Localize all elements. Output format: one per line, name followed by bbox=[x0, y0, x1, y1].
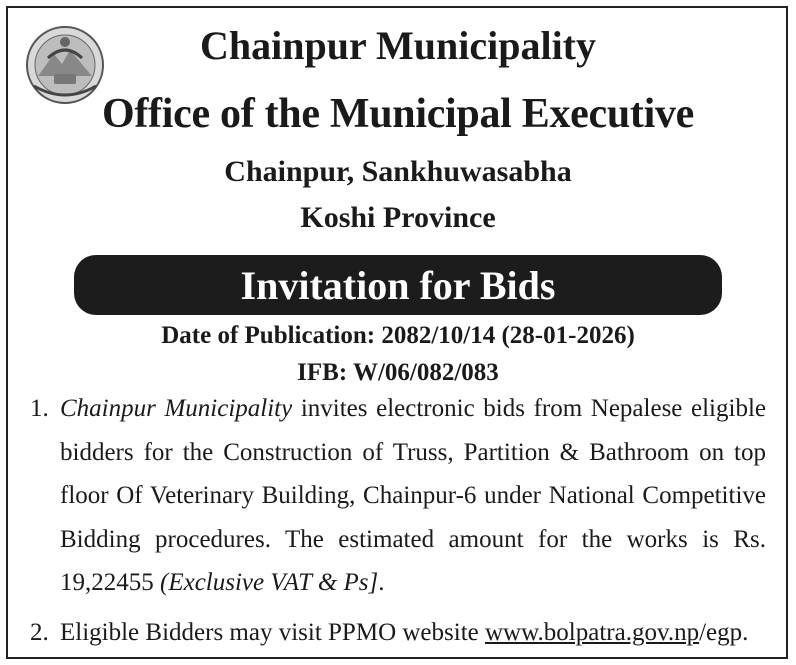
office-title: Office of the Municipal Executive bbox=[102, 91, 694, 137]
banner-heading: Invitation for Bids bbox=[240, 262, 556, 308]
address-line-1: Chainpur, Sankhuwasabha bbox=[224, 155, 572, 188]
invitation-banner bbox=[74, 255, 722, 315]
item-text bbox=[60, 611, 766, 655]
list-item bbox=[30, 611, 766, 655]
item-body: Eligible Bidders may visit PPMO website bbox=[60, 619, 485, 646]
ifb-number: IFB: W/06/082/083 bbox=[297, 359, 499, 386]
item-after-link: /egp. bbox=[699, 619, 749, 646]
municipality-title: Chainpur Municipality bbox=[199, 23, 597, 68]
publication-date: Date of Publication: 2082/10/14 (28-01-2026) bbox=[161, 322, 635, 349]
list-item bbox=[30, 387, 766, 605]
item-text bbox=[60, 387, 766, 605]
item-tail-italic: (Exclusive VAT & Ps] bbox=[160, 569, 379, 596]
bolpatra-link[interactable]: www.bolpatra.gov.np bbox=[485, 619, 700, 646]
item-tail-end: . bbox=[378, 569, 385, 596]
item-number: 2. bbox=[30, 619, 49, 646]
item-body: invites electronic bids from Nepalese eligible bidders for the Construction of Truss, Partition & Bathroom on top floor Of Veterinary Building, Chainpur-6 under National Competitive Bidding procedures. The estimated amount for the works is Rs. 19,22455 bbox=[60, 395, 766, 596]
item-lead-italic: Chainpur Municipality bbox=[60, 395, 293, 422]
address-line-2: Koshi Province bbox=[300, 201, 496, 234]
item-number: 1. bbox=[30, 395, 49, 422]
